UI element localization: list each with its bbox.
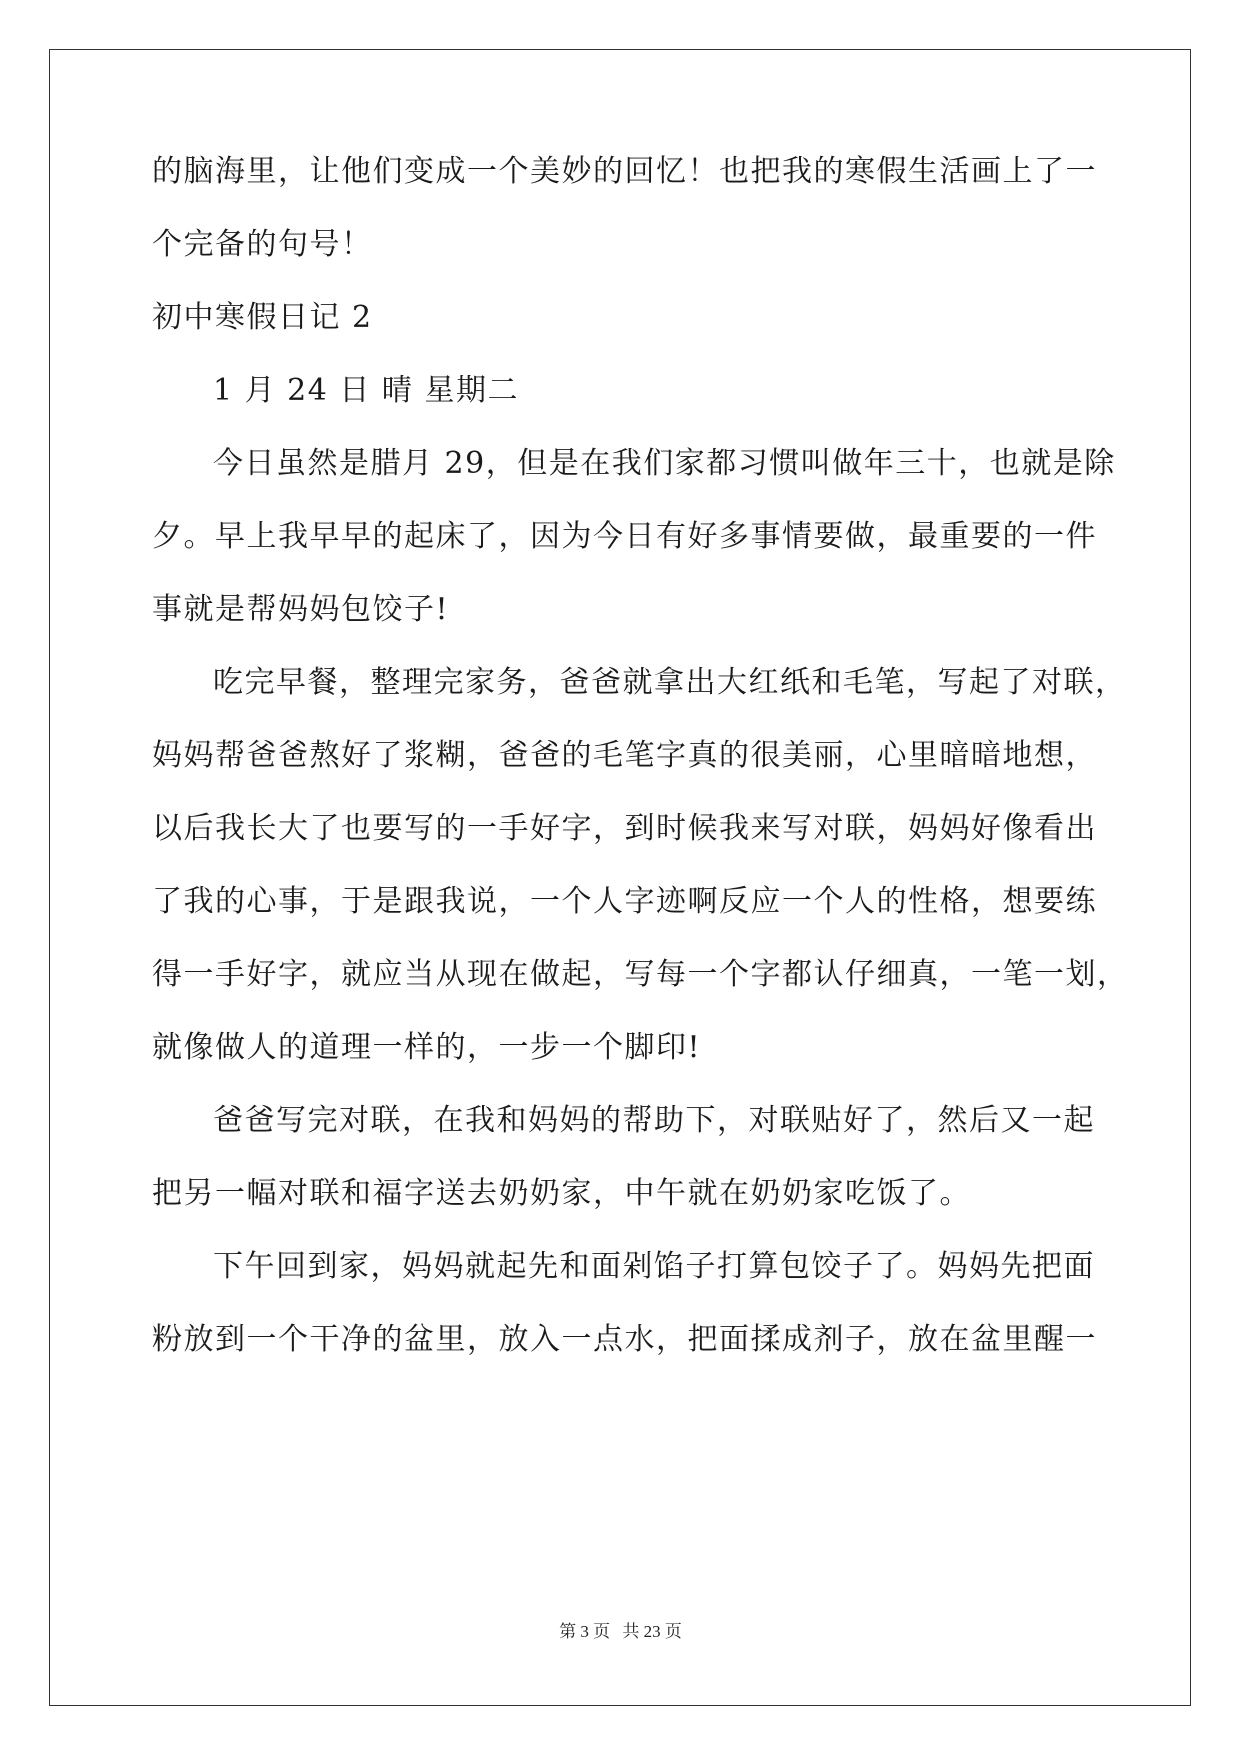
text-line: 的脑海里，让他们变成一个美妙的回忆！也把我的寒假生活画上了一 xyxy=(152,154,1097,189)
text-line: 下午回到家，妈妈就起先和面剁馅子打算包饺子了。妈妈先把面 xyxy=(213,1249,1095,1284)
section-heading: 初中寒假日记 2 xyxy=(152,300,373,335)
text-line: 爸爸写完对联，在我和妈妈的帮助下，对联贴好了，然后又一起 xyxy=(213,1103,1095,1138)
text-line: 以后我长大了也要写的一手好字，到时候我来写对联，妈妈好像看出 xyxy=(152,811,1097,846)
page-number: 第 3 页 xyxy=(559,1622,611,1641)
text-line: 就像做人的道理一样的，一步一个脚印! xyxy=(152,1030,702,1065)
diary-date-line: 1 月 24 日 晴 星期二 xyxy=(213,373,519,408)
page-footer xyxy=(0,1620,1241,1644)
page-total: 共 23 页 xyxy=(622,1622,682,1641)
text-line: 今日虽然是腊月 29，但是在我们家都习惯叫做年三十，也就是除 xyxy=(213,446,1116,481)
text-line: 妈妈帮爸爸熬好了浆糊，爸爸的毛笔字真的很美丽，心里暗暗地想， xyxy=(152,738,1097,773)
text-line: 事就是帮妈妈包饺子! xyxy=(152,592,450,627)
text-line: 得一手好字，就应当从现在做起，写每一个字都认仔细真，一笔一划， xyxy=(152,957,1129,992)
text-line: 把另一幅对联和福字送去奶奶家，中午就在奶奶家吃饭了。 xyxy=(152,1176,971,1211)
text-line: 个完备的句号！ xyxy=(152,227,373,262)
text-line: 了我的心事，于是跟我说，一个人字迹啊反应一个人的性格，想要练 xyxy=(152,884,1097,919)
text-line: 夕。早上我早早的起床了，因为今日有好多事情要做，最重要的一件 xyxy=(152,519,1097,554)
text-line: 粉放到一个干净的盆里，放入一点水，把面揉成剂子，放在盆里醒一 xyxy=(152,1322,1097,1357)
text-line: 吃完早餐，整理完家务，爸爸就拿出大红纸和毛笔，写起了对联， xyxy=(213,665,1127,700)
